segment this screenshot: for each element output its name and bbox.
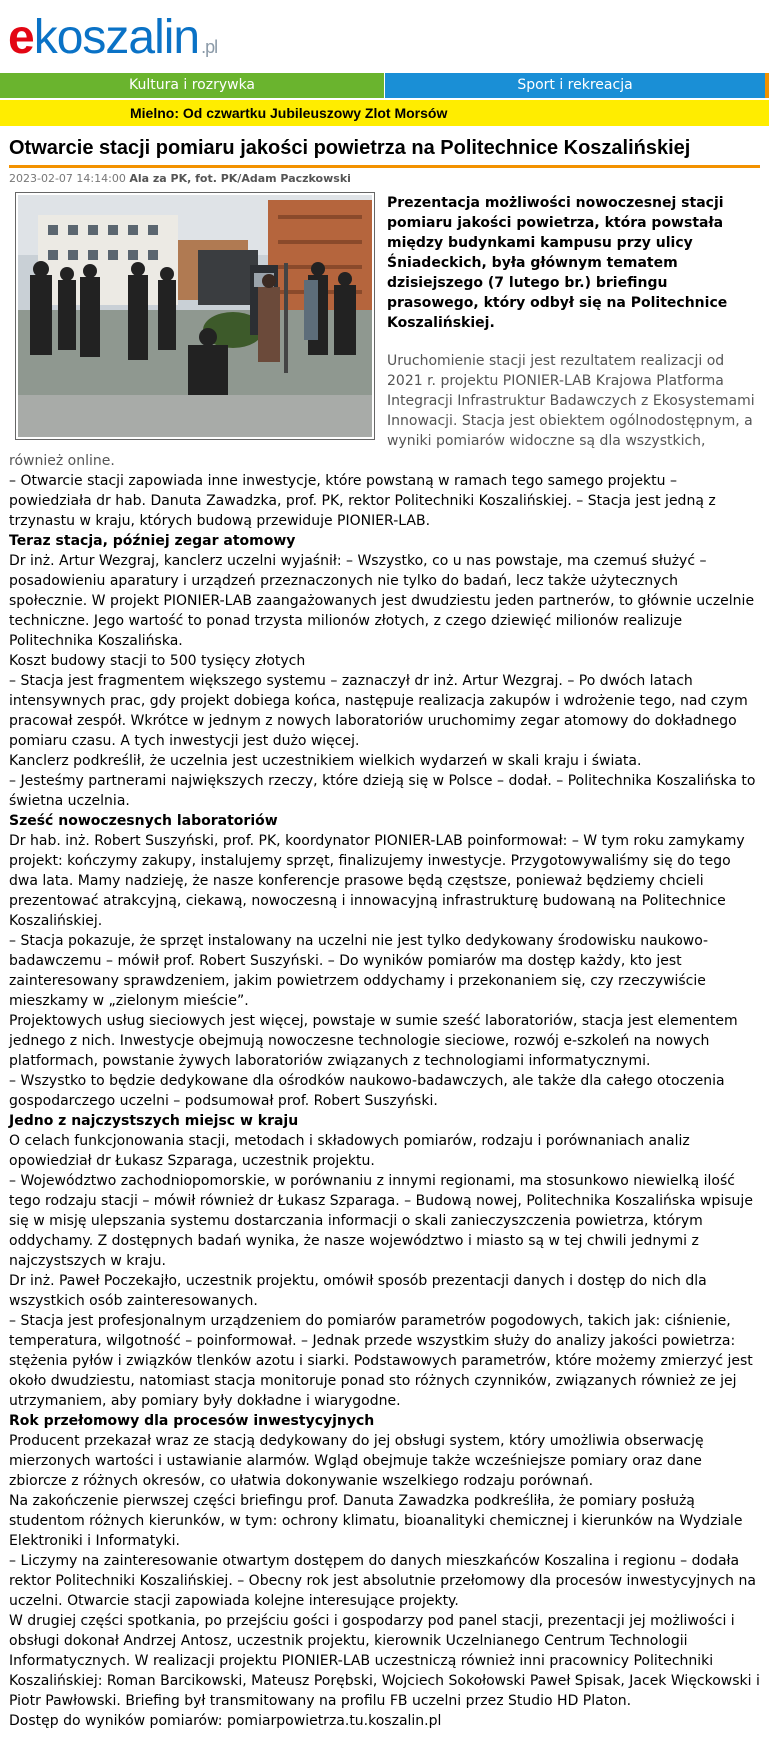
section-heading: Rok przełomowy dla procesów inwestycyjnych [9,1413,375,1429]
article-paragraph: – Stacja pokazuje, że sprzęt instalowany na uczelni nie jest tylko dedykowany środowisku naukowo-badawczemu – mówił prof. Robert Suszyński. – Do wyników pomiarów ma dostęp każdy, kto jest zainteresowany sprawdzeniem, jakim powietrzem oddychamy i przekonaniem się, czy rzeczywiście mieszkamy w „zielonym mieście”. [9,933,709,1009]
article-paragraph: Dr inż. Artur Wezgraj, kanclerz uczelni wyjaśnił: – Wszystko, co u nas powstaje, ma czemuś służyć – posadowieniu aparatury i urządzeń przeznaczonych nie tylko do badań, lecz także użytecznych społecznie. W projekt PIONIER-LAB zaangażowanych jest dwudziestu jeden partnerów, to głównie uczelnie techniczne. Jego wartość to ponad trzysta milionów złotych, z czego dziewięć milionów realizuje Politechnika Koszalińska. [9,553,755,649]
article-author: Ala za PK, fot. PK/Adam Paczkowski [129,172,351,185]
logo-e: e [8,11,34,64]
article-paragraph: Na zakończenie pierwszej części briefingu prof. Danuta Zawadzka podkreśliła, że pomiary posłużą studentom różnych kierunków, w tym: ochrony klimatu, bioanalityki chemicznej i kierunków na Wydziale Elektroniki i Informatyki. [9,1493,743,1549]
news-ticker[interactable] [0,100,769,126]
article-paragraph: O celach funkcjonowania stacji, metodach i składowych pomiarów, rodzaju i porównaniach analiz opowiedział dr Łukasz Szparaga, uczestnik projektu. [9,1133,690,1169]
article-paragraph: Producent przekazał wraz ze stacją dedykowany do jej obsługi system, który umożliwia obserwację mierzonych wartości i ustawianie alarmów. Wgląd obejmuje także wcześniejsze pomiary oraz dane zbiorcze z różnych okresów, co ułatwia dokonywanie wszelkiego rodzaju porównań. [9,1433,704,1489]
article-paragraph: Kanclerz podkreślił, że uczelnia jest uczestnikiem wielkich wydarzeń w skali kraju i świata. [9,753,642,769]
article-paragraph: Projektowych usług sieciowych jest więcej, powstaje w sumie sześć laboratoriów, stacja jest elementem jednego z nich. Inwestycje obejmują nowoczesne technologie sieciowe, rozwój e-szkoleń na nowych platformach, powstanie żywych laboratoriów związanych z technologiami informatycznymi. [9,1013,738,1069]
article-paragraph: – Stacja jest fragmentem większego systemu – zaznaczył dr inż. Artur Wezgraj. – Po dwóch latach intensywnych prac, gdy projekt dobiega końca, następuje realizacja zakupów i wdrożenie tego, nad czym pracował zespół. Wkrótce w jednym z nowych laboratoriów uruchomimy zegar atomowy do dokładnego pomiaru czasu. A tych inwestycji jest dużo więcej. [9,673,748,749]
logo-tld: .pl [201,37,218,57]
measurements-link[interactable]: Dostęp do wyników pomiarów: pomiarpowietrza.tu.koszalin.pl [9,1713,442,1729]
nav-sport[interactable]: Sport i rekreacja [385,73,765,98]
main-nav [0,73,769,98]
article-lead: Prezentacja możliwości nowoczesnej stacji pomiaru jakości powietrza, która powstała między budynkami kampusu przy ulicy Śniadeckich, była głównym tematem dzisiejszego (7 lutego br.) briefingu prasowego, który odbył się na Politechnice Koszalińskiej. [387,195,728,331]
photo-image [18,195,372,437]
article-photo[interactable] [15,192,375,440]
article-meta [9,172,760,185]
ticker-text[interactable]: Mielno: Od czwartku Jubileuszowy Zlot Morsów [130,105,448,121]
section-heading: Sześć nowoczesnych laboratoriów [9,813,278,829]
section-heading: Jedno z najczystszych miejsc w kraju [9,1113,299,1129]
article-paragraph: Dr inż. Paweł Poczekajło, uczestnik projektu, omówił sposób prezentacji danych i dostęp do nich dla wszystkich osób zainteresowanych. [9,1273,707,1309]
article-paragraph: – Stacja jest profesjonalnym urządzeniem do pomiarów parametrów pogodowych, takich jak: ciśnienie, temperatura, wilgotność – poinformował. – Jednak przede wszystkim służy do analizy jakości powietrza: stężenia pyłów i związków tlenków azotu i siarki. Podstawowych parametrów, które możemy zmierzyć jest około dwudziestu, natomiast stacja monitoruje ponad sto różnych czynników, związanych również ze jej utrzymaniem, aby pomiary były dokładne i wiarygodne. [9,1313,753,1409]
article-paragraph: Dr hab. inż. Robert Suszyński, prof. PK, koordynator PIONIER-LAB poinformował: – W tym roku zamykamy projekt: kończymy zakupy, instalujemy sprzęt, finalizujemy inwestycje. Przygotowywaliśmy się do tego dwa lata. Mamy nadzieję, że nasze konferencje prasowe będą częstsze, ponieważ będziemy chcieli prezentować atrakcyjną, ciekawą, nowoczesną i innowacyjną infrastrukturę budowaną na Politechnice Koszalińskiej. [9,833,745,929]
article-body [9,471,760,1731]
logo-name: koszalin [33,11,200,64]
article-paragraph: – Otwarcie stacji zapowiada inne inwestycje, które powstaną w ramach tego samego projektu – powiedziała dr hab. Danuta Zawadzka, prof. PK, rektor Politechniki Koszalińskiej. – Stacja jest jedną z trzynastu w kraju, których budową przewiduje PIONIER-LAB. [9,473,716,529]
nav-culture[interactable]: Kultura i rozrywka [0,73,385,98]
article-paragraph: – Liczymy na zainteresowanie otwartym dostępem do danych mieszkańców Koszalina i regionu – dodała rektor Politechniki Koszalińskiej. – Obecny rok jest absolutnie przełomowy dla procesów inwestycyjnych na uczelni. Otwarcie stacji zapowiada kolejne interesujące projekty. [9,1553,756,1609]
article-date: 2023-02-07 14:14:00 [9,172,126,185]
article-paragraph: W drugiej części spotkania, po przejściu gości i gospodarzy pod panel stacji, prezentacji jej możliwości i obsługi dokonał Andrzej Antosz, uczestnik projektu, kierownik Uczelnianego Centrum Technologii Informatycznych. W realizacji projektu PIONIER-LAB uczestniczą również inni pracownicy Politechniki Koszalińskiej: Roman Barcikowski, Mateusz Porębski, Wojciech Sokołowski Paweł Spisak, Jacek Więckowski i Piotr Pawłowski. Briefing był transmitowany na profilu FB uczelni przez Studio HD Platon. [9,1613,760,1709]
article-title: Otwarcie stacji pomiaru jakości powietrza na Politechnice Koszalińskiej [9,137,691,159]
article-paragraph: – Jesteśmy partnerami największych rzeczy, które dzieją się w Polsce – dodał. – Politechnika Koszalińska to świetna uczelnia. [9,773,756,809]
site-header [0,0,769,70]
article-paragraph: Koszt budowy stacji to 500 tysięcy złotych [9,653,306,669]
title-divider [9,165,760,168]
article-intro: Uruchomienie stacji jest rezultatem realizacji od 2021 r. projektu PIONIER-LAB Krajowa Platforma Integracji Infrastruktur Badawczych z Ekosystemami Innowacji. Stacja jest obiektem ogólnodostępnym, a wyniki pomiarów widoczne są dla wszystkich, również online. [9,353,755,469]
section-heading: Teraz stacja, później zegar atomowy [9,533,296,549]
site-logo[interactable] [8,11,218,71]
article-paragraph: – Województwo zachodniopomorskie, w porównaniu z innymi regionami, ma stosunkowo niewielką ilość tego rodzaju stacji – mówił również dr Łukasz Szparaga. – Budową nowej, Politechnika Koszalińska wpisuje się w misję ulepszania systemu dostarczania informacji o skali zanieczyszczenia powietrza, którym oddychamy. Z dostępnych badań wynika, że nasze województwo i miasto są w tej chwili jednymi z najczystszych w kraju. [9,1173,753,1269]
article-paragraph: – Wszystko to będzie dedykowane dla ośrodków naukowo-badawczych, ale także dla całego otoczenia gospodarczego uczelni – podsumował prof. Robert Suszyński. [9,1073,725,1109]
nav-more[interactable] [765,73,769,98]
article [9,130,760,1731]
